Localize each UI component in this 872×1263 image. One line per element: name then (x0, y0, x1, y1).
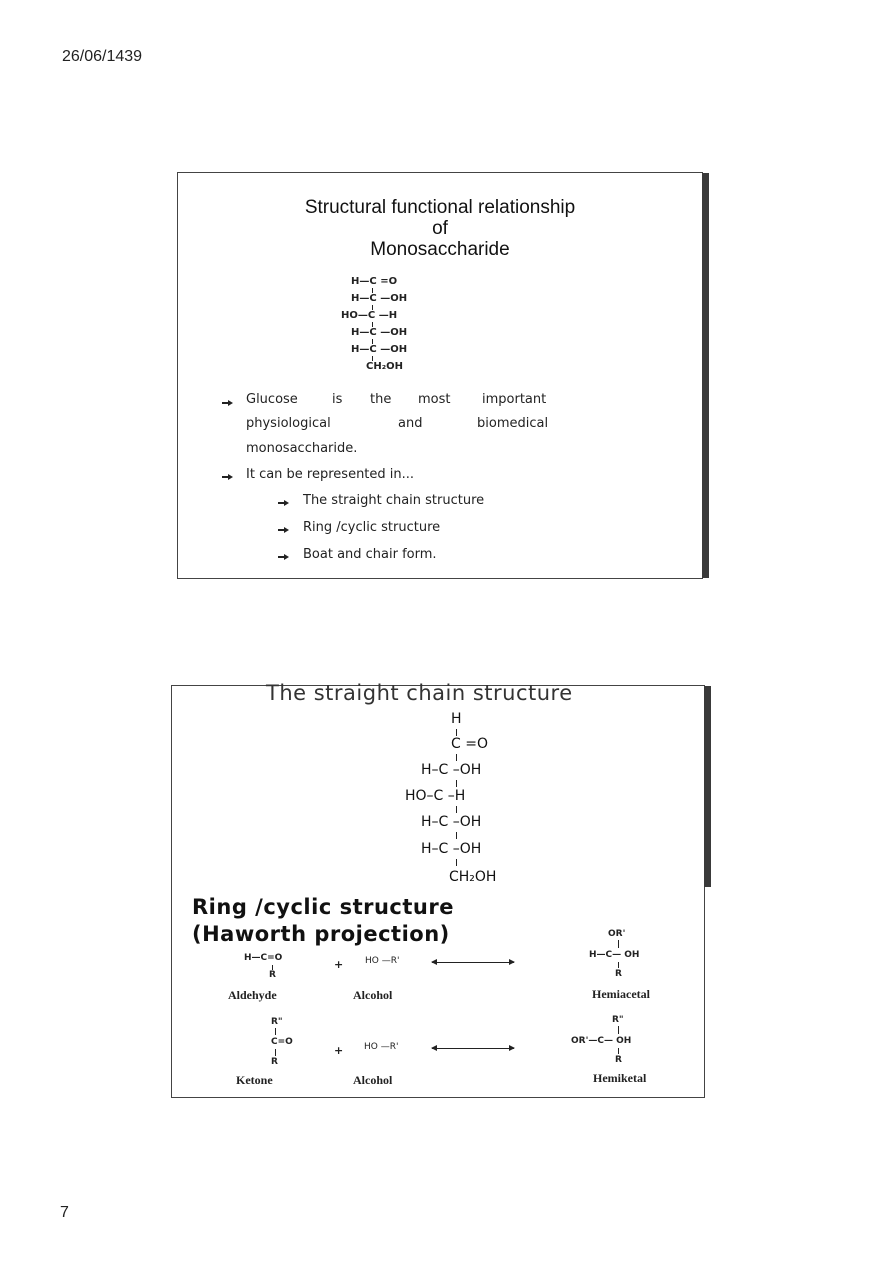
aldehyde-r-group: R (269, 970, 276, 980)
structure-line: H—C =O (351, 276, 398, 287)
bond-tick (618, 962, 619, 968)
structure-line: CH₂OH (449, 869, 497, 885)
equilibrium-arrow (432, 1048, 514, 1049)
bond-tick (618, 1048, 619, 1054)
bond-tick (275, 1049, 276, 1056)
sub-bullet-boat-chair: Boat and chair form. (303, 547, 437, 562)
hemiacetal-or-group: OR' (608, 929, 626, 939)
alcohol-formula: HO —R' (365, 956, 400, 966)
title-line-2: of (432, 218, 448, 239)
structure-line: H—C —OH (351, 293, 408, 304)
alcohol-label: Alcohol (353, 1073, 393, 1087)
hemiketal-label: Hemiketal (593, 1071, 647, 1085)
ketone-r-group: R (271, 1057, 278, 1067)
bullet-line-4: It can be represented in... (246, 467, 415, 482)
hemiacetal-formula: H—C— OH (589, 950, 640, 960)
slide-shadow (704, 686, 711, 887)
page-date: 26/06/1439 (62, 48, 143, 65)
structure-line: C =O (451, 736, 488, 752)
hemiacetal-r-group: R (615, 969, 622, 979)
arrow-bullet-icon (222, 475, 233, 479)
slide-monosaccharide: Structural functional relationship of Monosaccharide H—C =O H—C —OH HO—C —H H—C —OH H—C —OH CH₂OH Glucose is the most important physiological and biomedical monosaccharide. It can be represented in... The straight chain structure Ring /cyclic structure Boat and chair form. (177, 172, 703, 579)
ring-title-line-1: Ring /cyclic structure (192, 895, 454, 919)
ring-structure-title (192, 894, 454, 948)
title-line-1: Structural functional relationship (304, 197, 576, 218)
structure-line: CH₂OH (366, 361, 403, 372)
plus-sign: + (334, 958, 344, 971)
bond-tick (618, 940, 619, 948)
structure-line: H–C –OH (421, 841, 482, 857)
bond-tick (456, 780, 457, 787)
hemiacetal-label: Hemiacetal (592, 987, 650, 1001)
arrow-bullet-icon (278, 555, 289, 559)
slide-title: The straight chain structure (266, 681, 573, 705)
bond-tick (456, 806, 457, 813)
hemiketal-formula: OR'—C— OH (571, 1036, 632, 1046)
aldehyde-formula: H—C=O (244, 953, 283, 963)
ketone-label: Ketone (236, 1073, 273, 1087)
hemiketal-r-group: R (615, 1055, 622, 1065)
arrow-bullet-icon (278, 501, 289, 505)
alcohol-formula: HO —R' (364, 1042, 399, 1052)
structure-line: H (451, 711, 462, 727)
equilibrium-arrow (432, 962, 514, 963)
ring-title-line-2: (Haworth projection) (192, 922, 450, 946)
bond-tick (456, 729, 457, 736)
bond-tick (456, 832, 457, 839)
structure-line: HO—C —H (341, 310, 398, 321)
bond-tick (456, 859, 457, 866)
ketone-formula: C=O (271, 1037, 293, 1047)
bond-tick (275, 1028, 276, 1035)
structure-line: HO–C –H (405, 788, 466, 804)
slide-shadow (702, 173, 709, 578)
structure-line: H—C —OH (351, 327, 408, 338)
sub-bullet-ring: Ring /cyclic structure (303, 520, 441, 535)
bond-tick (456, 754, 457, 761)
bond-tick (618, 1026, 619, 1034)
arrow-bullet-icon (278, 528, 289, 532)
structure-line: H–C –OH (421, 814, 482, 830)
page-number: 7 (60, 1204, 69, 1221)
hemiketal-r2-group: R" (612, 1015, 624, 1025)
arrow-bullet-icon (222, 401, 233, 405)
slide-title (178, 197, 702, 260)
sub-bullet-straight-chain: The straight chain structure (303, 493, 485, 508)
alcohol-label: Alcohol (353, 988, 393, 1002)
title-line-3: Monosaccharide (370, 239, 510, 260)
slide-straight-chain (171, 681, 705, 1098)
ketone-r2-group: R" (271, 1017, 283, 1027)
structure-line: H—C —OH (351, 344, 408, 355)
structure-line: H–C –OH (421, 762, 482, 778)
plus-sign: + (334, 1044, 344, 1057)
aldehyde-label: Aldehyde (228, 988, 277, 1002)
bullet-line-3: monosaccharide. (246, 441, 358, 456)
